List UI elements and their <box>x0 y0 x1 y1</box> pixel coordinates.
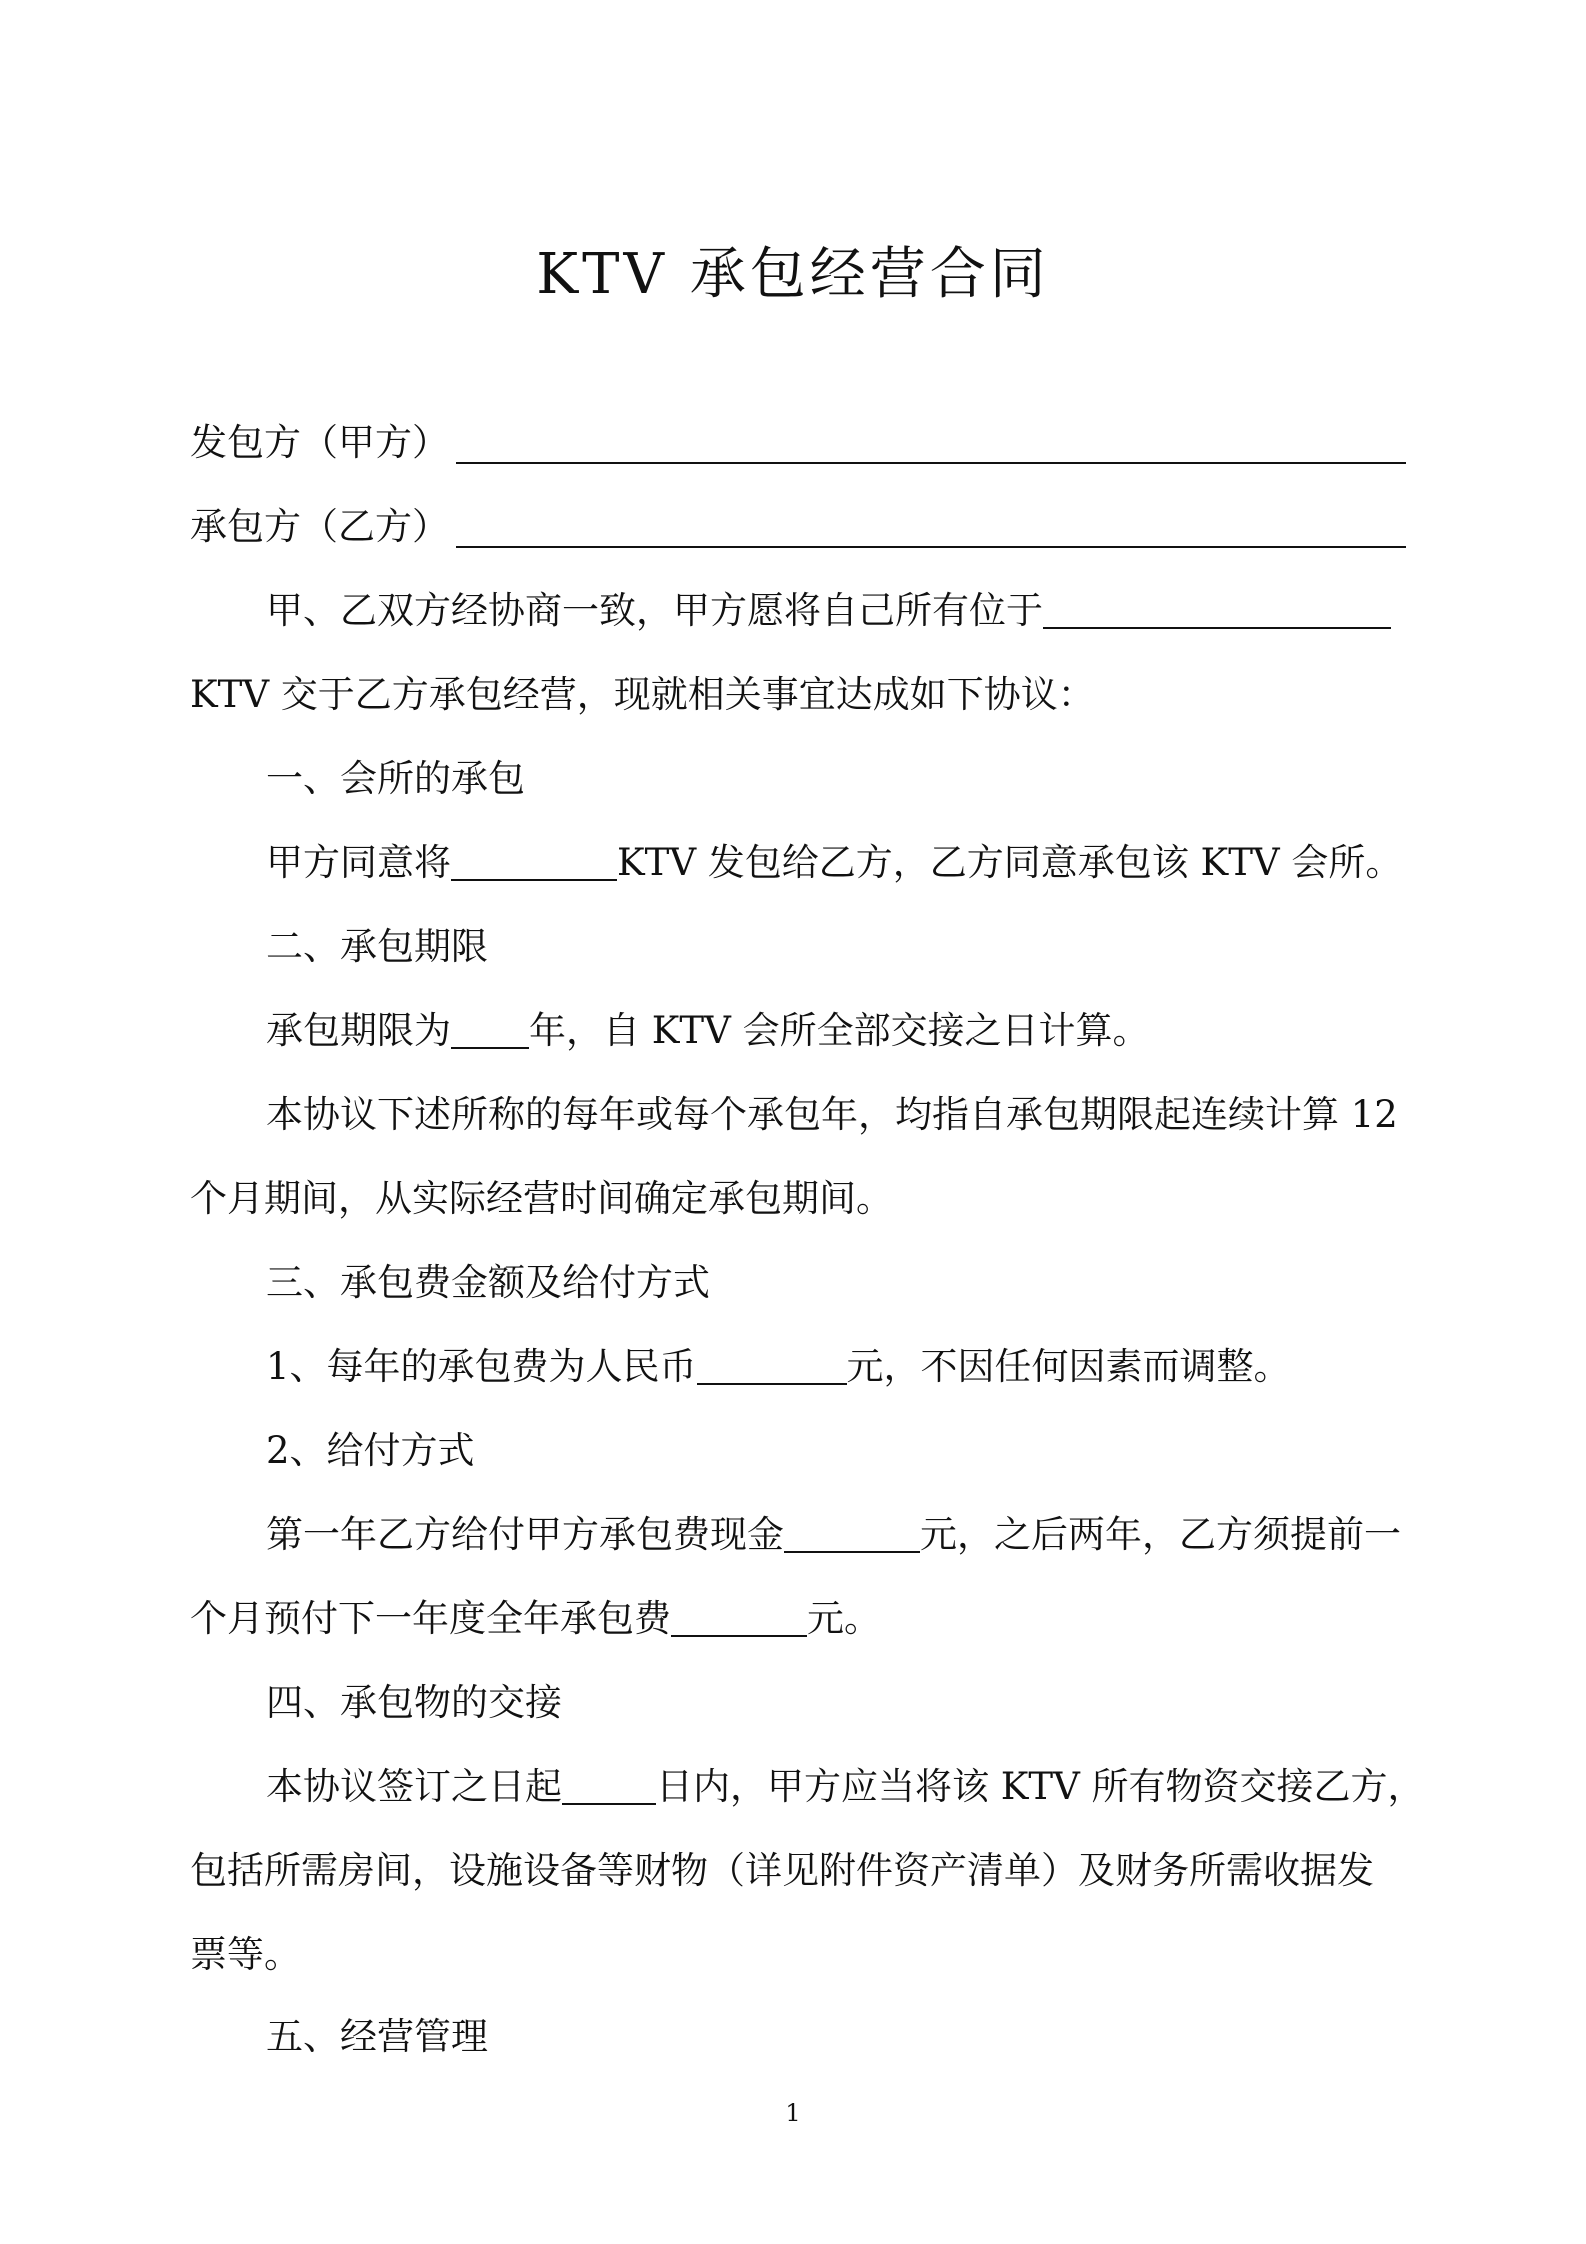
term-years-blank[interactable] <box>451 1011 529 1049</box>
section-2-text <box>266 1006 1405 1056</box>
location-blank[interactable] <box>1043 591 1391 629</box>
section-4-line-1 <box>266 1762 1425 1812</box>
party-b-label: 承包方（乙方） <box>190 505 449 548</box>
first-year-fee-blank[interactable] <box>784 1515 920 1553</box>
section-3-payment-2-b: 元。 <box>807 1597 881 1640</box>
section-4-heading: 四、承包物的交接 <box>266 1681 562 1724</box>
section-1-heading: 一、会所的承包 <box>266 757 525 800</box>
section-4-line-1-b: 日内，甲方应当将该 KTV 所有物资交接乙方， <box>656 1765 1425 1808</box>
section-4-line-2: 包括所需房间，设施设备等财物（详见附件资产清单）及财务所需收据发 <box>190 1849 1374 1892</box>
annual-fee-blank[interactable] <box>697 1347 847 1385</box>
section-4-line-3: 票等。 <box>190 1933 301 1976</box>
ktv-name-blank[interactable] <box>451 843 617 881</box>
section-2-text-a: 承包期限为 <box>266 1009 451 1052</box>
intro-line-2: KTV 交于乙方承包经营，现就相关事宜达成如下协议： <box>190 673 1095 716</box>
section-1-text <box>266 838 1405 888</box>
section-2-para2-line1: 本协议下述所称的每年或每个承包年，均指自承包期限起连续计算 12 <box>266 1093 1398 1136</box>
intro-text-1: 甲、乙双方经协商一致，甲方愿将自己所有位于 <box>266 589 1043 632</box>
section-1-text-b: KTV 发包给乙方，乙方同意承包该 KTV 会所。 <box>617 841 1403 884</box>
section-2-heading: 二、承包期限 <box>266 925 488 968</box>
section-3-payment-line-1 <box>266 1510 1405 1560</box>
party-b-blank[interactable] <box>456 546 1406 548</box>
page-number: 1 <box>785 2099 801 2127</box>
section-1-text-a: 甲方同意将 <box>266 841 451 884</box>
section-2-para2-line2: 个月期间，从实际经营时间确定承包期间。 <box>190 1177 893 1220</box>
section-3-item-1-b: 元，不因任何因素而调整。 <box>846 1345 1291 1388</box>
party-a-label: 发包方（甲方） <box>190 421 449 464</box>
prepay-fee-blank[interactable] <box>671 1599 807 1637</box>
section-5-heading: 五、经营管理 <box>266 2015 488 2058</box>
section-3-payment-line-2 <box>190 1594 1405 1644</box>
section-3-payment-1-b: 元，之后两年，乙方须提前一 <box>920 1513 1401 1556</box>
handover-days-blank[interactable] <box>562 1767 656 1805</box>
document-title: KTV 承包经营合同 <box>536 242 1050 307</box>
section-3-payment-2-a: 个月预付下一年度全年承包费 <box>190 1597 671 1640</box>
section-3-payment-1-a: 第一年乙方给付甲方承包费现金 <box>266 1513 784 1556</box>
section-4-line-1-a: 本协议签订之日起 <box>266 1765 562 1808</box>
intro-line-1 <box>266 586 1405 636</box>
section-3-item-1 <box>266 1342 1405 1392</box>
party-a-blank[interactable] <box>456 462 1406 464</box>
section-3-heading: 三、承包费金额及给付方式 <box>266 1261 710 1304</box>
section-2-text-b: 年，自 KTV 会所全部交接之日计算。 <box>529 1009 1150 1052</box>
section-3-item-2: 2、给付方式 <box>266 1429 475 1472</box>
section-3-item-1-a: 1、每年的承包费为人民币 <box>266 1345 697 1388</box>
